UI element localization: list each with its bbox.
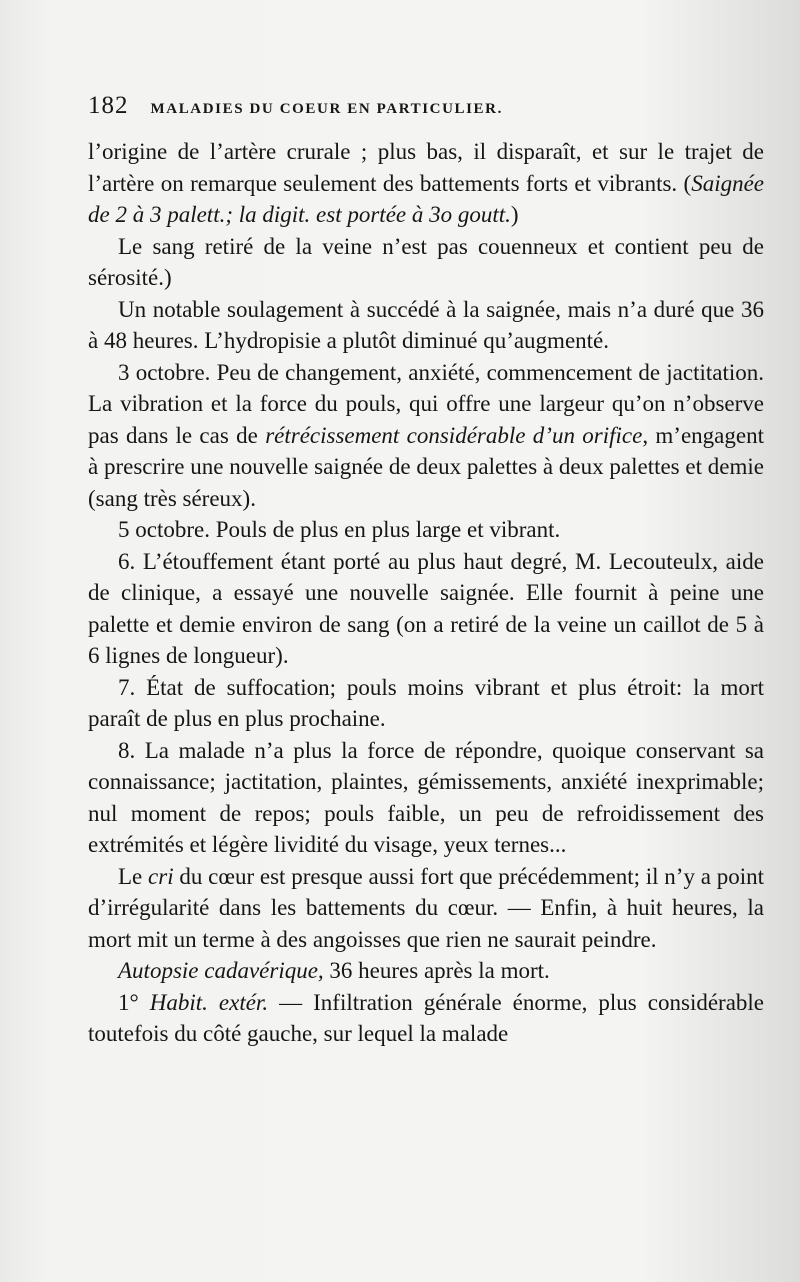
italic-text: Saignée de 2 à 3 palett.; la digit. est portée à 3o goutt.: [88, 170, 764, 227]
page-header: [88, 92, 668, 120]
paragraph: [88, 861, 764, 956]
paragraph: [88, 514, 764, 546]
text-run: 7. État de suffocation; pouls moins vibrant et plus étroit: la mort paraît de plus en plus prochaine.: [88, 674, 764, 731]
text-run: Un notable soulagement à succédé à la saignée, mais n’a duré que 36 à 48 heures. L’hydropisie a plutôt diminué qu’augmenté.: [88, 296, 764, 353]
paragraph: [88, 672, 764, 735]
text-run: 3 octobre. Peu de changement, anxiété, commencement de jactitation. La vibration et la force du pouls, qui offre une largeur qu’on n’observe pas dans le cas de: [88, 359, 764, 448]
paragraph: [88, 546, 764, 672]
text-run: Le sang retiré de la veine n’est pas couenneux et contient peu de sérosité.): [88, 233, 764, 290]
text-run: 8. La malade n’a plus la force de répondre, quoique conservant sa connaissance; jactitation, plaintes, gémissements, anxiété inexprimable; nul moment de repos; pouls faible, un peu de refroidissement des extrémités et légère lividité du visage, yeux ternes...: [88, 737, 764, 857]
paragraph: [88, 136, 764, 231]
text-run: 1°: [118, 989, 150, 1015]
text-run: 6. L’étouffement étant porté au plus haut degré, M. Lecouteulx, aide de clinique, a essayé une nouvelle saignée. Elle fournit à peine une palette et demie environ de sang (on a retiré de la veine un caillot de 5 à 6 lignes de longueur).: [88, 548, 764, 668]
italic-text: Autopsie cadavérique,: [118, 958, 324, 983]
text-run: 36 heures après la mort.: [323, 958, 550, 983]
body-text: [88, 136, 764, 1050]
text-run: , m’engagent à prescrire une nouvelle saignée de deux palettes à deux palettes et demie (sang très séreux).: [88, 422, 764, 511]
text-run: ): [510, 202, 519, 227]
running-title: MALADIES DU COEUR EN PARTICULIER.: [150, 101, 503, 117]
text-run: du cœur est presque aussi fort que précédemment; il n’y a point d’irrégularité dans les battements du cœur. — Enfin, à huit heures, la mort mit un terme à des angoisses que rien ne saurait peindre.: [88, 863, 764, 952]
paragraph: [88, 987, 764, 1050]
text-run: — Infiltration générale énorme, plus considérable toutefois du côté gauche, sur lequel la malade: [88, 989, 765, 1046]
text-run: l’origine de l’artère crurale ; plus bas, il disparaît, et sur le trajet de l’artère on remarque seulement des battements forts et vibrants. (: [88, 139, 764, 196]
paragraph: [88, 955, 764, 987]
italic-text: rétrécissement considérable d’un orifice: [265, 422, 643, 448]
text-run: 5 octobre. Pouls de plus en plus large et vibrant.: [118, 517, 561, 542]
text-run: Le: [118, 863, 149, 889]
italic-text: Habit. extér.: [149, 989, 269, 1015]
paragraph: [88, 294, 764, 357]
paragraph: [88, 357, 764, 515]
paragraph: [88, 735, 764, 861]
italic-text: cri: [148, 863, 174, 889]
page-number: 182: [88, 92, 129, 119]
paragraph: [88, 231, 764, 294]
